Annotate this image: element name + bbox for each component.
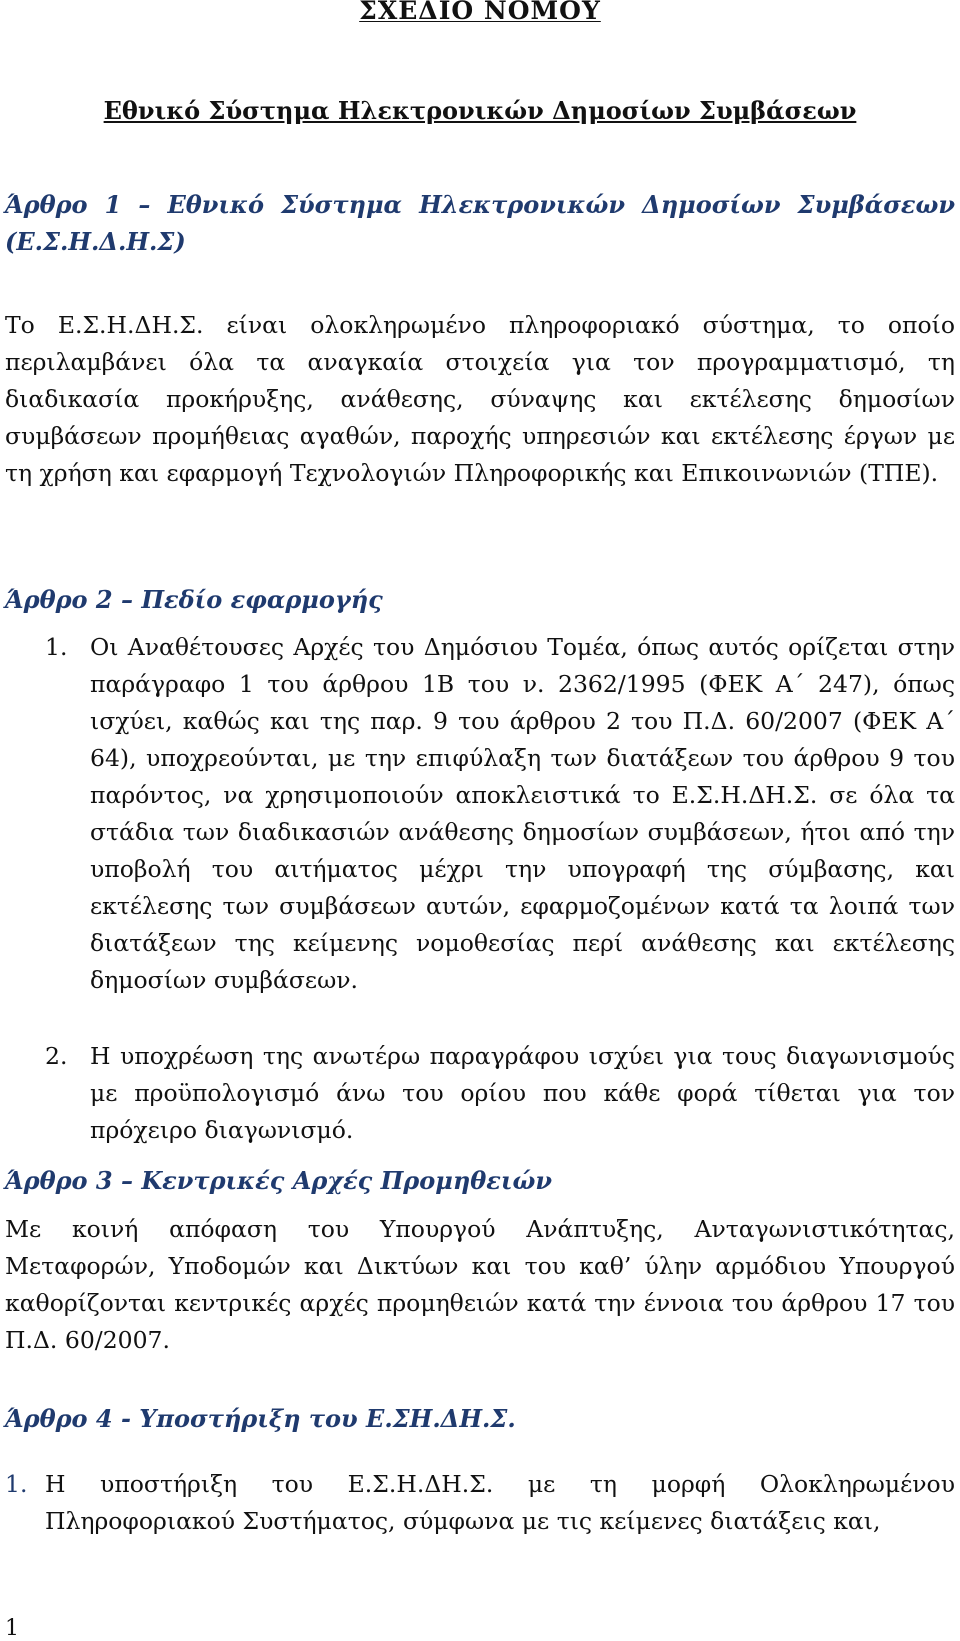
document-subtitle: Εθνικό Σύστημα Ηλεκτρονικών Δημοσίων Συμβάσεων xyxy=(103,96,857,125)
item-text: Οι Αναθέτουσες Αρχές του Δημόσιου Τομέα, όπως αυτός ορίζεται στην παράγραφο 1 του άρθρου 1Β του ν. 2362/1995 (ΦΕΚ Α΄ 247), όπως ισχύει, καθώς και της παρ. 9 του άρθρου 2 του Π.Δ. 60/2007 (ΦΕΚ Α΄ 64), υποχρεούνται, με την επιφύλαξη των διατάξεων του άρθρου 9 του παρόντος, να χρησιμοποιούν αποκλειστικά το Ε.Σ.Η.ΔΗ.Σ. σε όλα τα στάδια των διαδικασιών ανάθεσης δημοσίων συμβάσεων, ήτοι από την υποβολή του αιτήματος μέχρι την υπογραφή της σύμβασης, και εκτέλεσης των συμβάσεων αυτών, εφαρμοζομένων κατά τα λοιπά των διατάξεων της κείμενης νομοθεσίας περί ανάθεσης και εκτέλεσης δημοσίων συμβάσεων. xyxy=(90,633,955,994)
item-text: Η υποχρέωση της ανωτέρω παραγράφου ισχύει για τους διαγωνισμούς με προϋπολογισμό άνω του ορίου που κάθε φορά τίθεται για τον πρόχειρο διαγωνισμό. xyxy=(90,1042,955,1144)
article-3-paragraph: Με κοινή απόφαση του Υπουργού Ανάπτυξης, Ανταγωνιστικότητας, Μεταφορών, Υποδομών και Δικτύων και του καθ’ ύλην αρμόδιου Υπουργού καθορίζονται κεντρικές αρχές προμηθειών κατά την έννοια του άρθρου 17 του Π.Δ. 60/2007. xyxy=(5,1215,955,1354)
item-number: 2. xyxy=(45,1042,68,1070)
article-1-heading: Άρθρο 1 – Εθνικό Σύστημα Ηλεκτρονικών Δημοσίων Συμβάσεων (Ε.Σ.Η.Δ.Η.Σ) xyxy=(5,190,955,256)
article-2-item-2 xyxy=(5,1038,955,1149)
article-1-paragraph: Το Ε.Σ.Η.ΔΗ.Σ. είναι ολοκληρωμένο πληροφοριακό σύστημα, το οποίο περιλαμβάνει όλα τα αναγκαία στοιχεία για τον προγραμματισμό, τη διαδικασία προκήρυξης, ανάθεσης, σύναψης και εκτέλεσης δημοσίων συμβάσεων προμήθειας αγαθών, παροχής υπηρεσιών και εκτέλεσης έργων με τη χρήση και εφαρμογή Τεχνολογιών Πληροφορικής και Επικοινωνιών (ΤΠΕ). xyxy=(5,311,955,487)
article-4-heading: Άρθρο 4 - Υποστήριξη του Ε.ΣΗ.ΔΗ.Σ. xyxy=(5,1404,516,1433)
article-4-item-1 xyxy=(5,1466,955,1540)
item-number: 1. xyxy=(45,633,68,661)
article-2-heading: Άρθρο 2 – Πεδίο εφαρμογής xyxy=(5,585,383,614)
article-2-item-1 xyxy=(5,629,955,999)
item-number: 1. xyxy=(5,1470,28,1498)
item-text: Η υποστήριξη του Ε.Σ.Η.ΔΗ.Σ. με τη μορφή Ολοκληρωμένου Πληροφοριακού Συστήματος, σύμφωνα με τις κείμενες διατάξεις και, xyxy=(45,1470,955,1535)
document-title: ΣΧΕΔΙΟ ΝΟΜΟΥ xyxy=(359,0,601,22)
page-number: 1 xyxy=(5,1616,19,1641)
article-3-heading: Άρθρο 3 – Κεντρικές Αρχές Προμηθειών xyxy=(5,1166,552,1195)
